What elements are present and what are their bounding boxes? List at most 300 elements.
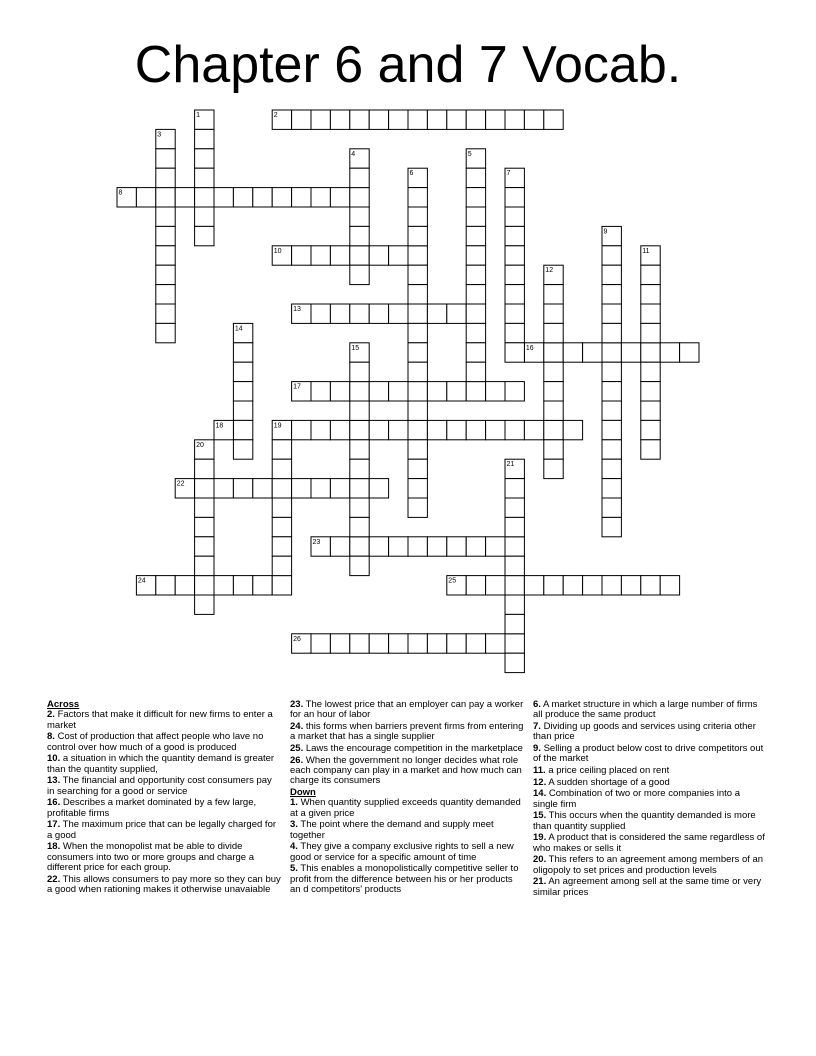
grid-cell[interactable]: [466, 362, 485, 381]
clue-text: a price ceiling placed on rent: [545, 765, 670, 776]
grid-cell[interactable]: [563, 420, 582, 439]
grid-cell[interactable]: [233, 382, 252, 401]
grid-cell[interactable]: [544, 343, 563, 362]
down-clue: [533, 789, 767, 810]
grid-cell[interactable]: [466, 110, 485, 129]
grid-cell[interactable]: [466, 207, 485, 226]
clue-text: Dividing up goods and services using criteria other than price: [533, 721, 756, 743]
grid-cell[interactable]: [641, 576, 660, 595]
grid-cell[interactable]: [253, 576, 272, 595]
grid-cell[interactable]: [175, 188, 194, 207]
down-heading: Down: [290, 787, 316, 798]
grid-cell[interactable]: [272, 556, 291, 575]
grid-cell[interactable]: [408, 265, 427, 284]
grid-cell[interactable]: [272, 440, 291, 459]
grid-cell[interactable]: [602, 401, 621, 420]
clue-text: Cost of production that affect people who lave no control over how much of a good is produced: [47, 731, 264, 753]
grid-cell[interactable]: [427, 420, 446, 439]
clue-number-26: 26: [293, 635, 301, 643]
clue-text: This refers to an agreement among members of an oligopoly to set prices and production levels: [533, 854, 764, 876]
grid-cell[interactable]: [466, 634, 485, 653]
grid-cell[interactable]: [253, 479, 272, 498]
across-clue: [290, 700, 524, 721]
grid-cell[interactable]: [680, 343, 699, 362]
grid-cell[interactable]: [330, 634, 349, 653]
grid-cell[interactable]: [563, 576, 582, 595]
grid-cell[interactable]: [195, 149, 214, 168]
grid-cell[interactable]: [156, 285, 175, 304]
grid-cell[interactable]: [389, 634, 408, 653]
clue-text: When quantity supplied exceeds quantity demanded at a given price: [290, 797, 521, 819]
clue-number-3: 3: [157, 131, 162, 139]
grid-cell[interactable]: [272, 517, 291, 536]
grid-cell[interactable]: [272, 498, 291, 517]
down-clue: [290, 820, 524, 841]
grid-cell[interactable]: [524, 110, 543, 129]
grid-cell[interactable]: [330, 479, 349, 498]
grid-cell[interactable]: [350, 556, 369, 575]
grid-cell[interactable]: [311, 246, 330, 265]
grid-cell[interactable]: [408, 285, 427, 304]
grid-cell[interactable]: [389, 382, 408, 401]
grid-cell[interactable]: [641, 440, 660, 459]
grid-cell[interactable]: [621, 343, 640, 362]
grid-cell[interactable]: [292, 246, 311, 265]
grid-cell[interactable]: [292, 420, 311, 439]
grid-cell[interactable]: [156, 207, 175, 226]
grid-cell[interactable]: [486, 110, 505, 129]
grid-cell[interactable]: [330, 382, 349, 401]
grid-cell[interactable]: [505, 110, 524, 129]
grid-cell[interactable]: [195, 556, 214, 575]
clue-number: 22.: [47, 873, 61, 885]
grid-cell[interactable]: [350, 634, 369, 653]
grid-cell[interactable]: [292, 110, 311, 129]
grid-cell[interactable]: [350, 246, 369, 265]
grid-cell[interactable]: [311, 634, 330, 653]
clue-number-10: 10: [273, 247, 282, 255]
grid-cell[interactable]: [505, 576, 524, 595]
grid-cell[interactable]: [369, 537, 388, 556]
clue-text: Describes a market dominated by a few large, profitable firms: [47, 797, 257, 819]
clue-number: 19.: [533, 832, 547, 844]
grid-cell[interactable]: [389, 246, 408, 265]
grid-cell[interactable]: [214, 188, 233, 207]
grid-cell[interactable]: [350, 110, 369, 129]
grid-cell[interactable]: [486, 576, 505, 595]
grid-cell[interactable]: [602, 246, 621, 265]
grid-cell[interactable]: [544, 459, 563, 478]
grid-cell[interactable]: [350, 517, 369, 536]
grid-cell[interactable]: [253, 188, 272, 207]
grid-cell[interactable]: [369, 382, 388, 401]
grid-cell[interactable]: [505, 498, 524, 517]
grid-cell[interactable]: [350, 479, 369, 498]
grid-cell[interactable]: [583, 576, 602, 595]
grid-cell[interactable]: [369, 479, 388, 498]
grid-cell[interactable]: [544, 304, 563, 323]
clue-number: 13.: [47, 775, 61, 787]
grid-cell[interactable]: [272, 188, 291, 207]
grid-cell[interactable]: [350, 265, 369, 284]
grid-cell[interactable]: [350, 362, 369, 381]
grid-cell[interactable]: [466, 576, 485, 595]
grid-cell[interactable]: [369, 634, 388, 653]
clues-column-1: [47, 700, 281, 897]
grid-cell[interactable]: [195, 188, 214, 207]
grid-cell[interactable]: [350, 304, 369, 323]
grid-cell[interactable]: [233, 188, 252, 207]
grid-cell[interactable]: [195, 595, 214, 614]
grid-cell[interactable]: [408, 226, 427, 245]
grid-cell[interactable]: [408, 188, 427, 207]
grid-cell[interactable]: [311, 304, 330, 323]
grid-cell[interactable]: [641, 265, 660, 284]
grid-cell[interactable]: [641, 362, 660, 381]
clue-number: 15.: [533, 810, 547, 822]
grid-cell[interactable]: [641, 343, 660, 362]
clue-number: 25.: [290, 743, 304, 754]
grid-cell[interactable]: [524, 576, 543, 595]
grid-cell[interactable]: [311, 110, 330, 129]
grid-cell[interactable]: [602, 382, 621, 401]
grid-cell[interactable]: [369, 420, 388, 439]
down-clue: [533, 744, 767, 765]
grid-cell[interactable]: [233, 343, 252, 362]
grid-cell[interactable]: [505, 420, 524, 439]
grid-cell[interactable]: [408, 420, 427, 439]
grid-cell[interactable]: [311, 479, 330, 498]
grid-cell[interactable]: [466, 246, 485, 265]
grid-cell[interactable]: [369, 304, 388, 323]
grid-cell[interactable]: [505, 246, 524, 265]
grid-cell[interactable]: [447, 537, 466, 556]
clues-column-3: [533, 700, 767, 899]
clue-text: This enables a monopolistically competitive seller to profit from the difference between his or her products an d competitors' products: [290, 863, 519, 896]
down-clue: [533, 700, 767, 721]
grid-cell[interactable]: [466, 537, 485, 556]
grid-cell[interactable]: [156, 188, 175, 207]
grid-cell[interactable]: [524, 420, 543, 439]
grid-cell[interactable]: [583, 343, 602, 362]
grid-cell[interactable]: [330, 304, 349, 323]
down-clue: [533, 833, 767, 854]
grid-cell[interactable]: [408, 498, 427, 517]
down-clue: [290, 798, 524, 819]
grid-cell[interactable]: [330, 246, 349, 265]
grid-cell[interactable]: [408, 401, 427, 420]
grid-cell[interactable]: [466, 323, 485, 342]
grid-cell[interactable]: [272, 459, 291, 478]
grid-cell[interactable]: [408, 246, 427, 265]
grid-cell[interactable]: [505, 382, 524, 401]
clue-text: this forms when barriers prevent firms from entering a market that has a single supplier: [290, 721, 524, 743]
grid-cell[interactable]: [389, 110, 408, 129]
clue-number-14: 14: [234, 325, 243, 333]
grid-cell[interactable]: [602, 420, 621, 439]
grid-cell[interactable]: [505, 479, 524, 498]
clue-text: When the monopolist mat be able to divide consumers into two or more groups and charge a different price for each group.: [47, 841, 254, 874]
clue-number: 18.: [47, 841, 61, 853]
grid-cell[interactable]: [505, 634, 524, 653]
grid-cell[interactable]: [641, 382, 660, 401]
grid-cell[interactable]: [544, 382, 563, 401]
grid-cell[interactable]: [350, 168, 369, 187]
grid-cell[interactable]: [602, 323, 621, 342]
clue-text: They give a company exclusive rights to sell a new good or service for a specific amount of time: [290, 841, 514, 863]
grid-cell[interactable]: [195, 168, 214, 187]
grid-cell[interactable]: [408, 323, 427, 342]
grid-cell[interactable]: [660, 343, 679, 362]
grid-cell[interactable]: [466, 226, 485, 245]
grid-cell[interactable]: [233, 440, 252, 459]
grid-cell[interactable]: [447, 382, 466, 401]
grid-cell[interactable]: [408, 479, 427, 498]
grid-cell[interactable]: [408, 110, 427, 129]
grid-cell[interactable]: [408, 459, 427, 478]
grid-cell[interactable]: [233, 362, 252, 381]
grid-cell[interactable]: [466, 304, 485, 323]
grid-cell[interactable]: [195, 459, 214, 478]
grid-cell[interactable]: [330, 110, 349, 129]
grid-cell[interactable]: [311, 188, 330, 207]
grid-cell[interactable]: [427, 304, 446, 323]
clue-number: 24.: [290, 721, 304, 732]
grid-cell[interactable]: [350, 440, 369, 459]
grid-cell[interactable]: [447, 304, 466, 323]
clue-text: The point where the demand and supply meet together: [290, 819, 494, 841]
grid-cell[interactable]: [466, 168, 485, 187]
clue-number-8: 8: [118, 189, 123, 197]
grid-cell[interactable]: [389, 537, 408, 556]
grid-cell[interactable]: [602, 362, 621, 381]
grid-cell[interactable]: [486, 420, 505, 439]
grid-cell[interactable]: [408, 343, 427, 362]
grid-cell[interactable]: [233, 479, 252, 498]
grid-cell[interactable]: [466, 285, 485, 304]
grid-cell[interactable]: [156, 226, 175, 245]
grid-cell[interactable]: [447, 110, 466, 129]
grid-cell[interactable]: [544, 401, 563, 420]
grid-cell[interactable]: [214, 479, 233, 498]
grid-cell[interactable]: [156, 304, 175, 323]
grid-cell[interactable]: [272, 479, 291, 498]
grid-cell[interactable]: [369, 246, 388, 265]
grid-cell[interactable]: [195, 498, 214, 517]
grid-cell[interactable]: [369, 110, 388, 129]
grid-cell[interactable]: [233, 576, 252, 595]
grid-cell[interactable]: [544, 323, 563, 342]
clue-number: 14.: [533, 788, 547, 800]
grid-cell[interactable]: [602, 459, 621, 478]
across-clue: [47, 710, 281, 731]
grid-cell[interactable]: [330, 537, 349, 556]
grid-cell[interactable]: [233, 401, 252, 420]
grid-cell[interactable]: [350, 459, 369, 478]
grid-cell[interactable]: [350, 498, 369, 517]
grid-cell[interactable]: [641, 401, 660, 420]
clue-text: a situation in which the quantity demand is greater than the quantity supplied,: [47, 753, 275, 775]
page-title: Chapter 6 and 7 Vocab.: [134, 36, 682, 94]
grid-cell[interactable]: [156, 149, 175, 168]
across-clue: [290, 722, 524, 743]
clue-number: 8.: [47, 731, 55, 743]
grid-cell[interactable]: [505, 343, 524, 362]
clue-number: 10.: [47, 753, 61, 765]
grid-cell[interactable]: [389, 420, 408, 439]
grid-cell[interactable]: [408, 537, 427, 556]
grid-cell[interactable]: [602, 440, 621, 459]
clue-number-2: 2: [273, 112, 278, 119]
grid-cell[interactable]: [505, 304, 524, 323]
grid-cell[interactable]: [505, 207, 524, 226]
grid-cell[interactable]: [350, 207, 369, 226]
grid-cell[interactable]: [156, 168, 175, 187]
grid-cell[interactable]: [330, 188, 349, 207]
grid-cell[interactable]: [505, 595, 524, 614]
grid-cell[interactable]: [660, 576, 679, 595]
across-clue: [47, 754, 281, 775]
grid-cell[interactable]: [350, 226, 369, 245]
grid-cell[interactable]: [602, 304, 621, 323]
grid-cell[interactable]: [505, 537, 524, 556]
grid-cell[interactable]: [195, 576, 214, 595]
grid-cell[interactable]: [544, 440, 563, 459]
grid-cell[interactable]: [602, 576, 621, 595]
grid-cell[interactable]: [641, 285, 660, 304]
clue-text: Factors that make it difficult for new firms to enter a market: [47, 709, 273, 731]
grid-cell[interactable]: [505, 188, 524, 207]
across-clue: [47, 875, 281, 896]
clue-number: 23.: [290, 699, 304, 710]
grid-cell[interactable]: [292, 479, 311, 498]
grid-cell[interactable]: [505, 556, 524, 575]
grid-cell[interactable]: [195, 479, 214, 498]
grid-cell[interactable]: [505, 226, 524, 245]
grid-cell[interactable]: [330, 420, 349, 439]
grid-cell[interactable]: [466, 382, 485, 401]
clue-number-4: 4: [351, 150, 356, 158]
clue-number-17: 17: [293, 383, 301, 391]
clue-number-19: 19: [273, 422, 282, 430]
grid-cell[interactable]: [408, 362, 427, 381]
grid-cell[interactable]: [389, 304, 408, 323]
clue-number-25: 25: [448, 577, 457, 585]
grid-cell[interactable]: [544, 576, 563, 595]
grid-cell[interactable]: [505, 285, 524, 304]
grid-cell[interactable]: [641, 420, 660, 439]
grid-cell[interactable]: [466, 343, 485, 362]
grid-cell[interactable]: [350, 537, 369, 556]
grid-cell[interactable]: [311, 420, 330, 439]
grid-cell[interactable]: [505, 517, 524, 536]
grid-cell[interactable]: [544, 285, 563, 304]
grid-cell[interactable]: [156, 576, 175, 595]
grid-cell[interactable]: [214, 576, 233, 595]
grid-cell[interactable]: [563, 343, 582, 362]
clue-number: 4.: [290, 841, 298, 853]
grid-cell[interactable]: [486, 382, 505, 401]
clue-number-6: 6: [409, 170, 414, 178]
grid-cell[interactable]: [175, 576, 194, 595]
grid-cell[interactable]: [136, 188, 155, 207]
grid-cell[interactable]: [505, 265, 524, 284]
grid-cell[interactable]: [486, 537, 505, 556]
grid-cell[interactable]: [621, 576, 640, 595]
clue-text: The lowest price that an employer can pay a worker for an hour of labor: [290, 699, 524, 721]
across-clue: [290, 756, 524, 787]
grid-cell[interactable]: [233, 420, 252, 439]
clue-number-11: 11: [642, 247, 650, 255]
clue-text: When the government no longer decides what role each company can play in a market and how much can charge its consumers: [290, 754, 522, 787]
grid-cell[interactable]: [466, 265, 485, 284]
grid-cell[interactable]: [466, 188, 485, 207]
grid-cell[interactable]: [195, 517, 214, 536]
down-clue: [290, 842, 524, 863]
grid-cell[interactable]: [195, 537, 214, 556]
grid-cell[interactable]: [350, 188, 369, 207]
grid-cell[interactable]: [408, 382, 427, 401]
grid-cell[interactable]: [350, 401, 369, 420]
grid-cell[interactable]: [311, 382, 330, 401]
grid-cell[interactable]: [350, 382, 369, 401]
grid-cell[interactable]: [156, 323, 175, 342]
grid-cell[interactable]: [544, 362, 563, 381]
grid-cell[interactable]: [292, 188, 311, 207]
grid-cell[interactable]: [408, 440, 427, 459]
clue-text: A market structure in which a large number of firms all produce the same product: [533, 699, 758, 721]
grid-cell[interactable]: [505, 323, 524, 342]
grid-cell[interactable]: [156, 246, 175, 265]
grid-cell[interactable]: [408, 207, 427, 226]
grid-cell[interactable]: [602, 517, 621, 536]
grid-cell[interactable]: [602, 285, 621, 304]
grid-cell[interactable]: [272, 537, 291, 556]
grid-cell[interactable]: [544, 110, 563, 129]
grid-cell[interactable]: [602, 343, 621, 362]
grid-cell[interactable]: [427, 634, 446, 653]
grid-cell[interactable]: [447, 634, 466, 653]
grid-cell[interactable]: [350, 420, 369, 439]
across-clue: [290, 744, 524, 754]
grid-cell[interactable]: [505, 653, 524, 672]
grid-cell[interactable]: [486, 634, 505, 653]
grid-cell[interactable]: [427, 110, 446, 129]
grid-cell[interactable]: [466, 420, 485, 439]
grid-cell[interactable]: [195, 207, 214, 226]
clue-number-12: 12: [545, 267, 554, 275]
grid-cell[interactable]: [272, 576, 291, 595]
grid-cell[interactable]: [195, 226, 214, 245]
grid-cell[interactable]: [602, 498, 621, 517]
grid-cell[interactable]: [544, 420, 563, 439]
clue-number: 26.: [290, 754, 304, 766]
grid-cell[interactable]: [602, 479, 621, 498]
grid-cell[interactable]: [156, 265, 175, 284]
down-clue: [290, 864, 524, 895]
grid-cell[interactable]: [641, 304, 660, 323]
grid-cell[interactable]: [408, 634, 427, 653]
grid-cell[interactable]: [408, 304, 427, 323]
grid-cell[interactable]: [641, 323, 660, 342]
grid-cell[interactable]: [602, 265, 621, 284]
grid-cell[interactable]: [427, 382, 446, 401]
grid-cell[interactable]: [195, 129, 214, 148]
grid-cell[interactable]: [447, 420, 466, 439]
grid-cell[interactable]: [505, 614, 524, 633]
grid-cell[interactable]: [427, 537, 446, 556]
across-clue: [47, 776, 281, 797]
